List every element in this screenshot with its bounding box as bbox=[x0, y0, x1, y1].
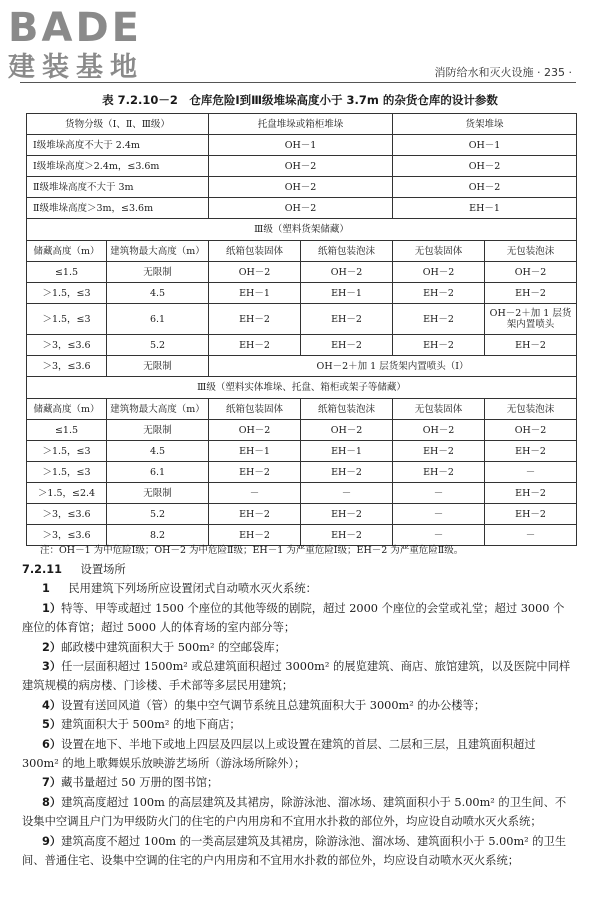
table-cell: OH－2 bbox=[393, 156, 577, 177]
item-number: 3） bbox=[42, 660, 62, 674]
list-item bbox=[22, 832, 574, 871]
table-cell: OH－2 bbox=[209, 156, 393, 177]
item-number: 9） bbox=[42, 834, 62, 848]
design-parameters-table bbox=[26, 113, 577, 546]
table-cell: Ⅰ级堆垛高度＞2.4m，≤3.6m bbox=[27, 156, 209, 177]
item-number: 2） bbox=[42, 640, 62, 654]
clause-text: 民用建筑下列场所应设置闭式自动喷水灭火系统： bbox=[68, 582, 317, 596]
table-cell: EH－1 bbox=[301, 441, 393, 462]
table-cell: － bbox=[485, 462, 577, 483]
section-body bbox=[22, 560, 574, 871]
table-cell: EH－2 bbox=[485, 283, 577, 304]
table-cell: 无限制 bbox=[107, 262, 209, 283]
item-number: 8） bbox=[42, 795, 62, 809]
table-cell: EH－2 bbox=[485, 504, 577, 525]
logo-wordmark: BADE bbox=[8, 5, 142, 51]
table-cell: EH－2 bbox=[393, 462, 485, 483]
table-row bbox=[27, 483, 577, 504]
section-heading-cell: Ⅲ级（塑料货架储藏） bbox=[27, 219, 577, 241]
header-cell: 托盘堆垛或箱柜堆垛 bbox=[209, 114, 393, 135]
table-cell: EH－1 bbox=[209, 283, 301, 304]
header-cell: 无包装固体 bbox=[393, 399, 485, 420]
table-cell: 4.5 bbox=[107, 283, 209, 304]
header-cell: 纸箱包装泡沫 bbox=[301, 399, 393, 420]
list-item bbox=[22, 715, 574, 734]
table-cell: 无限制 bbox=[107, 420, 209, 441]
clause-number: 1 bbox=[42, 582, 50, 596]
table-cell: OH－2 bbox=[393, 420, 485, 441]
table-cell: 无限制 bbox=[107, 356, 209, 377]
table-row bbox=[27, 283, 577, 304]
table-cell: － bbox=[485, 525, 577, 546]
header-cell: 储藏高度（m） bbox=[27, 241, 107, 262]
table-cell: － bbox=[393, 525, 485, 546]
logo-subtitle: 建装基地 bbox=[8, 52, 144, 83]
table-cell: OH－2 bbox=[209, 420, 301, 441]
table-row bbox=[27, 441, 577, 462]
item-text: 邮政楼中建筑面积大于 500m² 的空邮袋库； bbox=[61, 640, 286, 654]
table-cell: EH－2 bbox=[301, 462, 393, 483]
table-cell: － bbox=[393, 504, 485, 525]
table-cell: OH－1 bbox=[209, 135, 393, 156]
header-cell: 无包装固体 bbox=[393, 241, 485, 262]
section-title: 设置场所 bbox=[80, 563, 126, 576]
header-rule bbox=[20, 82, 576, 83]
section-heading-cell: Ⅲ级（塑料实体堆垛、托盘、箱柜或架子等储藏） bbox=[27, 377, 577, 399]
table-section-row bbox=[27, 219, 577, 241]
header-cell: 纸箱包装固体 bbox=[209, 241, 301, 262]
table-cell: 5.2 bbox=[107, 335, 209, 356]
table-cell: EH－2 bbox=[393, 335, 485, 356]
item-number: 1） bbox=[42, 601, 62, 615]
table-cell: EH－2 bbox=[209, 335, 301, 356]
table-cell: ＞1.5，≤3 bbox=[27, 283, 107, 304]
table-row bbox=[27, 420, 577, 441]
table-cell: ＞1.5，≤3 bbox=[27, 462, 107, 483]
running-head: 消防给水和灭火设施 · 235 · bbox=[434, 66, 572, 79]
table-cell: 无限制 bbox=[107, 483, 209, 504]
table-row bbox=[27, 135, 577, 156]
item-number: 4） bbox=[42, 698, 62, 712]
table-section-row bbox=[27, 377, 577, 399]
table-row bbox=[27, 504, 577, 525]
table-cell: ≤1.5 bbox=[27, 262, 107, 283]
list-item bbox=[22, 638, 574, 657]
table-cell: OH－2＋加 1 层货架内置喷头 bbox=[485, 304, 577, 335]
table-cell: ＞1.5，≤2.4 bbox=[27, 483, 107, 504]
header-cell: 建筑物最大高度（m） bbox=[107, 399, 209, 420]
table-cell: ＞1.5，≤3 bbox=[27, 441, 107, 462]
header-cell: 货架堆垛 bbox=[393, 114, 577, 135]
table-cell: EH－2 bbox=[301, 304, 393, 335]
table-cell: 8.2 bbox=[107, 525, 209, 546]
table-cell: EH－2 bbox=[485, 441, 577, 462]
item-number: 7） bbox=[42, 776, 62, 790]
table-cell: EH－2 bbox=[393, 441, 485, 462]
header-cell: 储藏高度（m） bbox=[27, 399, 107, 420]
table-row bbox=[27, 304, 577, 335]
table-cell: EH－2 bbox=[301, 335, 393, 356]
table-cell: OH－2 bbox=[393, 177, 577, 198]
header-cell: 无包装泡沫 bbox=[485, 241, 577, 262]
table-cell: 6.1 bbox=[107, 304, 209, 335]
section-heading bbox=[22, 560, 574, 579]
item-text: 建筑高度超过 100m 的高层建筑及其裙房，除游泳池、溜冰场、建筑面积小于 5.00m² 的卫生间、不设集中空调且户门为甲级防火门的住宅的户内用房和不宜用水扑救的部位外，均应设自动喷水灭火系统； bbox=[22, 795, 567, 829]
header-cell: 无包装泡沫 bbox=[485, 399, 577, 420]
item-text: 藏书量超过 50 万册的图书馆； bbox=[61, 776, 219, 790]
table-cell: EH－2 bbox=[301, 525, 393, 546]
table-cell: 5.2 bbox=[107, 504, 209, 525]
publisher-logo bbox=[8, 6, 188, 84]
table-cell: OH－2 bbox=[301, 262, 393, 283]
table-cell: OH－2 bbox=[209, 177, 393, 198]
item-number: 5） bbox=[42, 718, 62, 732]
table-cell: EH－2 bbox=[393, 304, 485, 335]
list-item bbox=[22, 657, 574, 696]
table-cell: － bbox=[301, 483, 393, 504]
table-cell: ＞3，≤3.6 bbox=[27, 335, 107, 356]
table-cell: ＞3，≤3.6 bbox=[27, 504, 107, 525]
table-cell: EH－2 bbox=[485, 483, 577, 504]
item-text: 任一层面积超过 1500m² 或总建筑面积超过 3000m² 的展览建筑、商店、旅馆建筑，以及医院中同样建筑规模的病房楼、门诊楼、手术部等多层民用建筑； bbox=[22, 660, 571, 693]
table-cell: ＞1.5，≤3 bbox=[27, 304, 107, 335]
list-item bbox=[22, 696, 574, 715]
table-row bbox=[27, 335, 577, 356]
header-cell: 建筑物最大高度（m） bbox=[107, 241, 209, 262]
section-number: 7.2.11 bbox=[22, 563, 63, 576]
list-item bbox=[22, 773, 574, 792]
table-cell: EH－1 bbox=[301, 283, 393, 304]
table-cell: EH－2 bbox=[209, 462, 301, 483]
table-cell: OH－2 bbox=[485, 262, 577, 283]
table-header-row bbox=[27, 241, 577, 262]
table-cell: OH－2 bbox=[393, 262, 485, 283]
item-text: 设置在地下、半地下或地上四层及四层以上或设置在建筑的首层、二层和三层，且建筑面积超过 300m² 的地上歌舞娱乐放映游艺场所（游泳场所除外）； bbox=[22, 737, 536, 771]
table-row bbox=[27, 356, 577, 377]
header-cell: 货物分级（Ⅰ、Ⅱ、Ⅲ级） bbox=[27, 114, 209, 135]
table-cell: ＞3，≤3.6 bbox=[27, 525, 107, 546]
list-item bbox=[22, 735, 574, 774]
table-header-row bbox=[27, 399, 577, 420]
table-cell: EH－2 bbox=[209, 304, 301, 335]
item-text: 特等、甲等或超过 1500 个座位的其他等级的剧院，超过 2000 个座位的会堂或礼堂；超过 3000 个座位的体育馆；超过 5000 人的体育场的室内部分等； bbox=[22, 601, 565, 635]
header-cell: 纸箱包装泡沫 bbox=[301, 241, 393, 262]
table-cell: OH－2 bbox=[209, 262, 301, 283]
list-item bbox=[22, 793, 574, 832]
item-text: 建筑面积大于 500m² 的地下商店； bbox=[61, 718, 241, 732]
table-cell: EH－2 bbox=[393, 283, 485, 304]
section-intro bbox=[22, 579, 574, 598]
table-cell: EH－2 bbox=[209, 504, 301, 525]
table-row bbox=[27, 177, 577, 198]
table-cell: － bbox=[393, 483, 485, 504]
table-cell: EH－2 bbox=[485, 335, 577, 356]
table-cell: OH－2＋加 1 层货架内置喷头（Ⅰ） bbox=[209, 356, 577, 377]
table-cell: OH－1 bbox=[393, 135, 577, 156]
table-cell: － bbox=[209, 483, 301, 504]
table-cell: ≤1.5 bbox=[27, 420, 107, 441]
table-row bbox=[27, 198, 577, 219]
header-cell: 纸箱包装固体 bbox=[209, 399, 301, 420]
table-cell: EH－2 bbox=[301, 504, 393, 525]
item-text: 建筑高度不超过 100m 的一类高层建筑及其裙房，除游泳池、溜冰场、建筑面积小于 5.00m² 的卫生间、普通住宅、设集中空调的住宅的户内用房和不宜用水扑救的部位外，均应设自动喷水灭火系统； bbox=[22, 834, 567, 868]
table-cell: OH－2 bbox=[301, 420, 393, 441]
list-item bbox=[22, 599, 574, 638]
table-cell: Ⅱ级堆垛高度不大于 3m bbox=[27, 177, 209, 198]
table-cell: OH－2 bbox=[485, 420, 577, 441]
table-row bbox=[27, 462, 577, 483]
table-cell: EH－1 bbox=[393, 198, 577, 219]
table-cell: 4.5 bbox=[107, 441, 209, 462]
table-cell: EH－2 bbox=[209, 525, 301, 546]
item-number: 6） bbox=[42, 737, 62, 751]
table-row bbox=[27, 262, 577, 283]
table-row bbox=[27, 156, 577, 177]
table-cell: EH－1 bbox=[209, 441, 301, 462]
table-cell: Ⅱ级堆垛高度＞3m，≤3.6m bbox=[27, 198, 209, 219]
table-cell: 6.1 bbox=[107, 462, 209, 483]
table-header-row bbox=[27, 114, 577, 135]
table-title: 表 7.2.10－2 仓库危险Ⅰ到Ⅲ级堆垛高度小于 3.7m 的杂货仓库的设计参数 bbox=[102, 93, 498, 107]
table-cell: Ⅰ级堆垛高度不大于 2.4m bbox=[27, 135, 209, 156]
item-text: 设置有送回风道（管）的集中空气调节系统且总建筑面积大于 3000m² 的办公楼等； bbox=[61, 698, 486, 712]
table-cell: OH－2 bbox=[209, 198, 393, 219]
table-cell: ＞3，≤3.6 bbox=[27, 356, 107, 377]
table-note: 注：OH－1 为中危险Ⅰ级；OH－2 为中危险Ⅱ级；EH－1 为严重危险Ⅰ级；EH－2 为严重危险Ⅱ级。 bbox=[40, 545, 464, 556]
